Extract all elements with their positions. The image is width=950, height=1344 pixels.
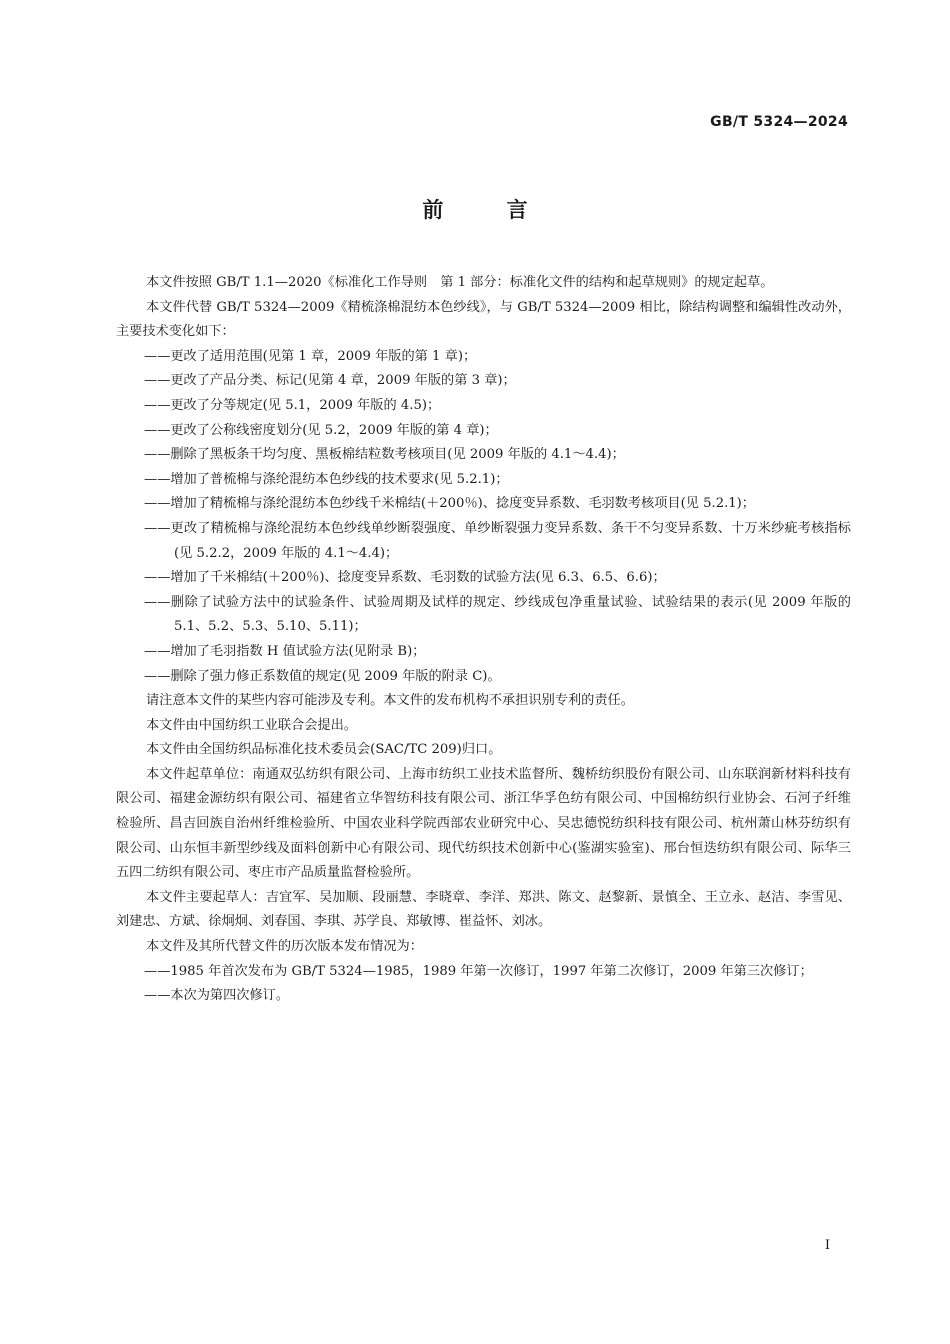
change-item: ——增加了毛羽指数 H 值试验方法(见附录 B)； bbox=[144, 643, 426, 659]
change-item: ——增加了千米棉结(＋200％)、捻度变异系数、毛羽数的试验方法(见 6.3、6.5、6.6)； bbox=[144, 570, 666, 586]
paragraph-replacement: 本文件代替 GB/T 5324—2009《精梳涤棉混纺本色纱线》，与 GB/T 5324—2009 相比，除结构调整和编辑性改动外，主要技术变化如下： bbox=[116, 299, 851, 340]
change-item: ——删除了试验方法中的试验条件、试验周期及试样的规定、纱线成包净重量试验、试验结果的表示(见 2009 年版的 5.1、5.2、5.3、5.10、5.11)； bbox=[144, 594, 851, 635]
paragraph-proposer: 本文件由中国纺织工业联合会提出。 bbox=[146, 717, 357, 733]
page-title: 前 言 bbox=[422, 198, 556, 222]
change-item: ——更改了产品分类、标记(见第 4 章，2009 年版的第 3 章)； bbox=[144, 373, 516, 389]
page-number: I bbox=[824, 1238, 830, 1253]
change-item: ——增加了普梳棉与涤纶混纺本色纱线的技术要求(见 5.2.1)； bbox=[144, 471, 509, 487]
paragraph-history-intro: 本文件及其所代替文件的历次版本发布情况为： bbox=[146, 939, 423, 955]
paragraph-patent-notice: 请注意本文件的某些内容可能涉及专利。本文件的发布机构不承担识别专利的责任。 bbox=[146, 693, 634, 709]
paragraph-drafting-units: 本文件起草单位：南通双弘纺织有限公司、上海市纺织工业技术监督所、魏桥纺织股份有限公司、山东联润新材料科技有限公司、福建金源纺织有限公司、福建省立华智纺科技有限公司、浙江华孚色纺有限公司、中国棉纺织行业协会、石河子纤维检验所、昌吉回族自治州纤维检验所、中国农业科学院西部农业研究中心、吴忠德悦纺织科技有限公司、杭州萧山林芬纺织有限公司、山东恒丰新型纱线及面料创新中心有限公司、现代纺织技术创新中心(鉴湖实验室)、邢台恒迭纺织有限公司、际华三五四二纺织有限公司、枣庄市产品质量监督检验所。 bbox=[116, 766, 851, 881]
standard-number: GB/T 5324—2024 bbox=[710, 114, 848, 130]
history-item: ——本次为第四次修订。 bbox=[144, 988, 290, 1004]
paragraph-committee: 本文件由全国纺织品标准化技术委员会(SAC/TC 209)归口。 bbox=[146, 742, 502, 758]
history-item: ——1985 年首次发布为 GB/T 5324—1985，1989 年第一次修订，1997 年第二次修订，2009 年第三次修订； bbox=[144, 963, 813, 979]
change-item: ——更改了公称线密度划分(见 5.2，2009 年版的第 4 章)； bbox=[144, 422, 498, 438]
change-item: ——更改了精梳棉与涤纶混纺本色纱线单纱断裂强度、单纱断裂强力变异系数、条干不匀变异系数、十万米纱疵考核指标(见 5.2.2，2009 年版的 4.1～4.4)； bbox=[144, 520, 851, 561]
paragraph-drafting-rules: 本文件按照 GB/T 1.1—2020《标准化工作导则 第 1 部分：标准化文件的结构和起草规则》的规定起草。 bbox=[146, 275, 774, 290]
change-item: ——更改了分等规定(见 5.1，2009 年版的 4.5)； bbox=[144, 397, 441, 413]
change-item: ——删除了强力修正系数值的规定(见 2009 年版的附录 C)。 bbox=[144, 668, 501, 684]
paragraph-drafters: 本文件主要起草人：吉宜军、吴加顺、段丽慧、李晓章、李洋、郑洪、陈文、赵黎新、景慎全、王立永、赵洁、李雪见、刘建忠、方斌、徐炯炯、刘春国、李琪、苏学良、郑敏博、崔益怀、刘冰。 bbox=[116, 889, 851, 930]
change-item: ——更改了适用范围(见第 1 章，2009 年版的第 1 章)； bbox=[144, 348, 477, 364]
change-item: ——增加了精梳棉与涤纶混纺本色纱线千米棉结(＋200％)、捻度变异系数、毛羽数考核项目(见 5.2.1)； bbox=[144, 496, 755, 512]
change-item: ——删除了黑板条干均匀度、黑板棉结粒数考核项目(见 2009 年版的 4.1～4.4)； bbox=[144, 447, 625, 463]
preface-body bbox=[116, 271, 851, 1009]
